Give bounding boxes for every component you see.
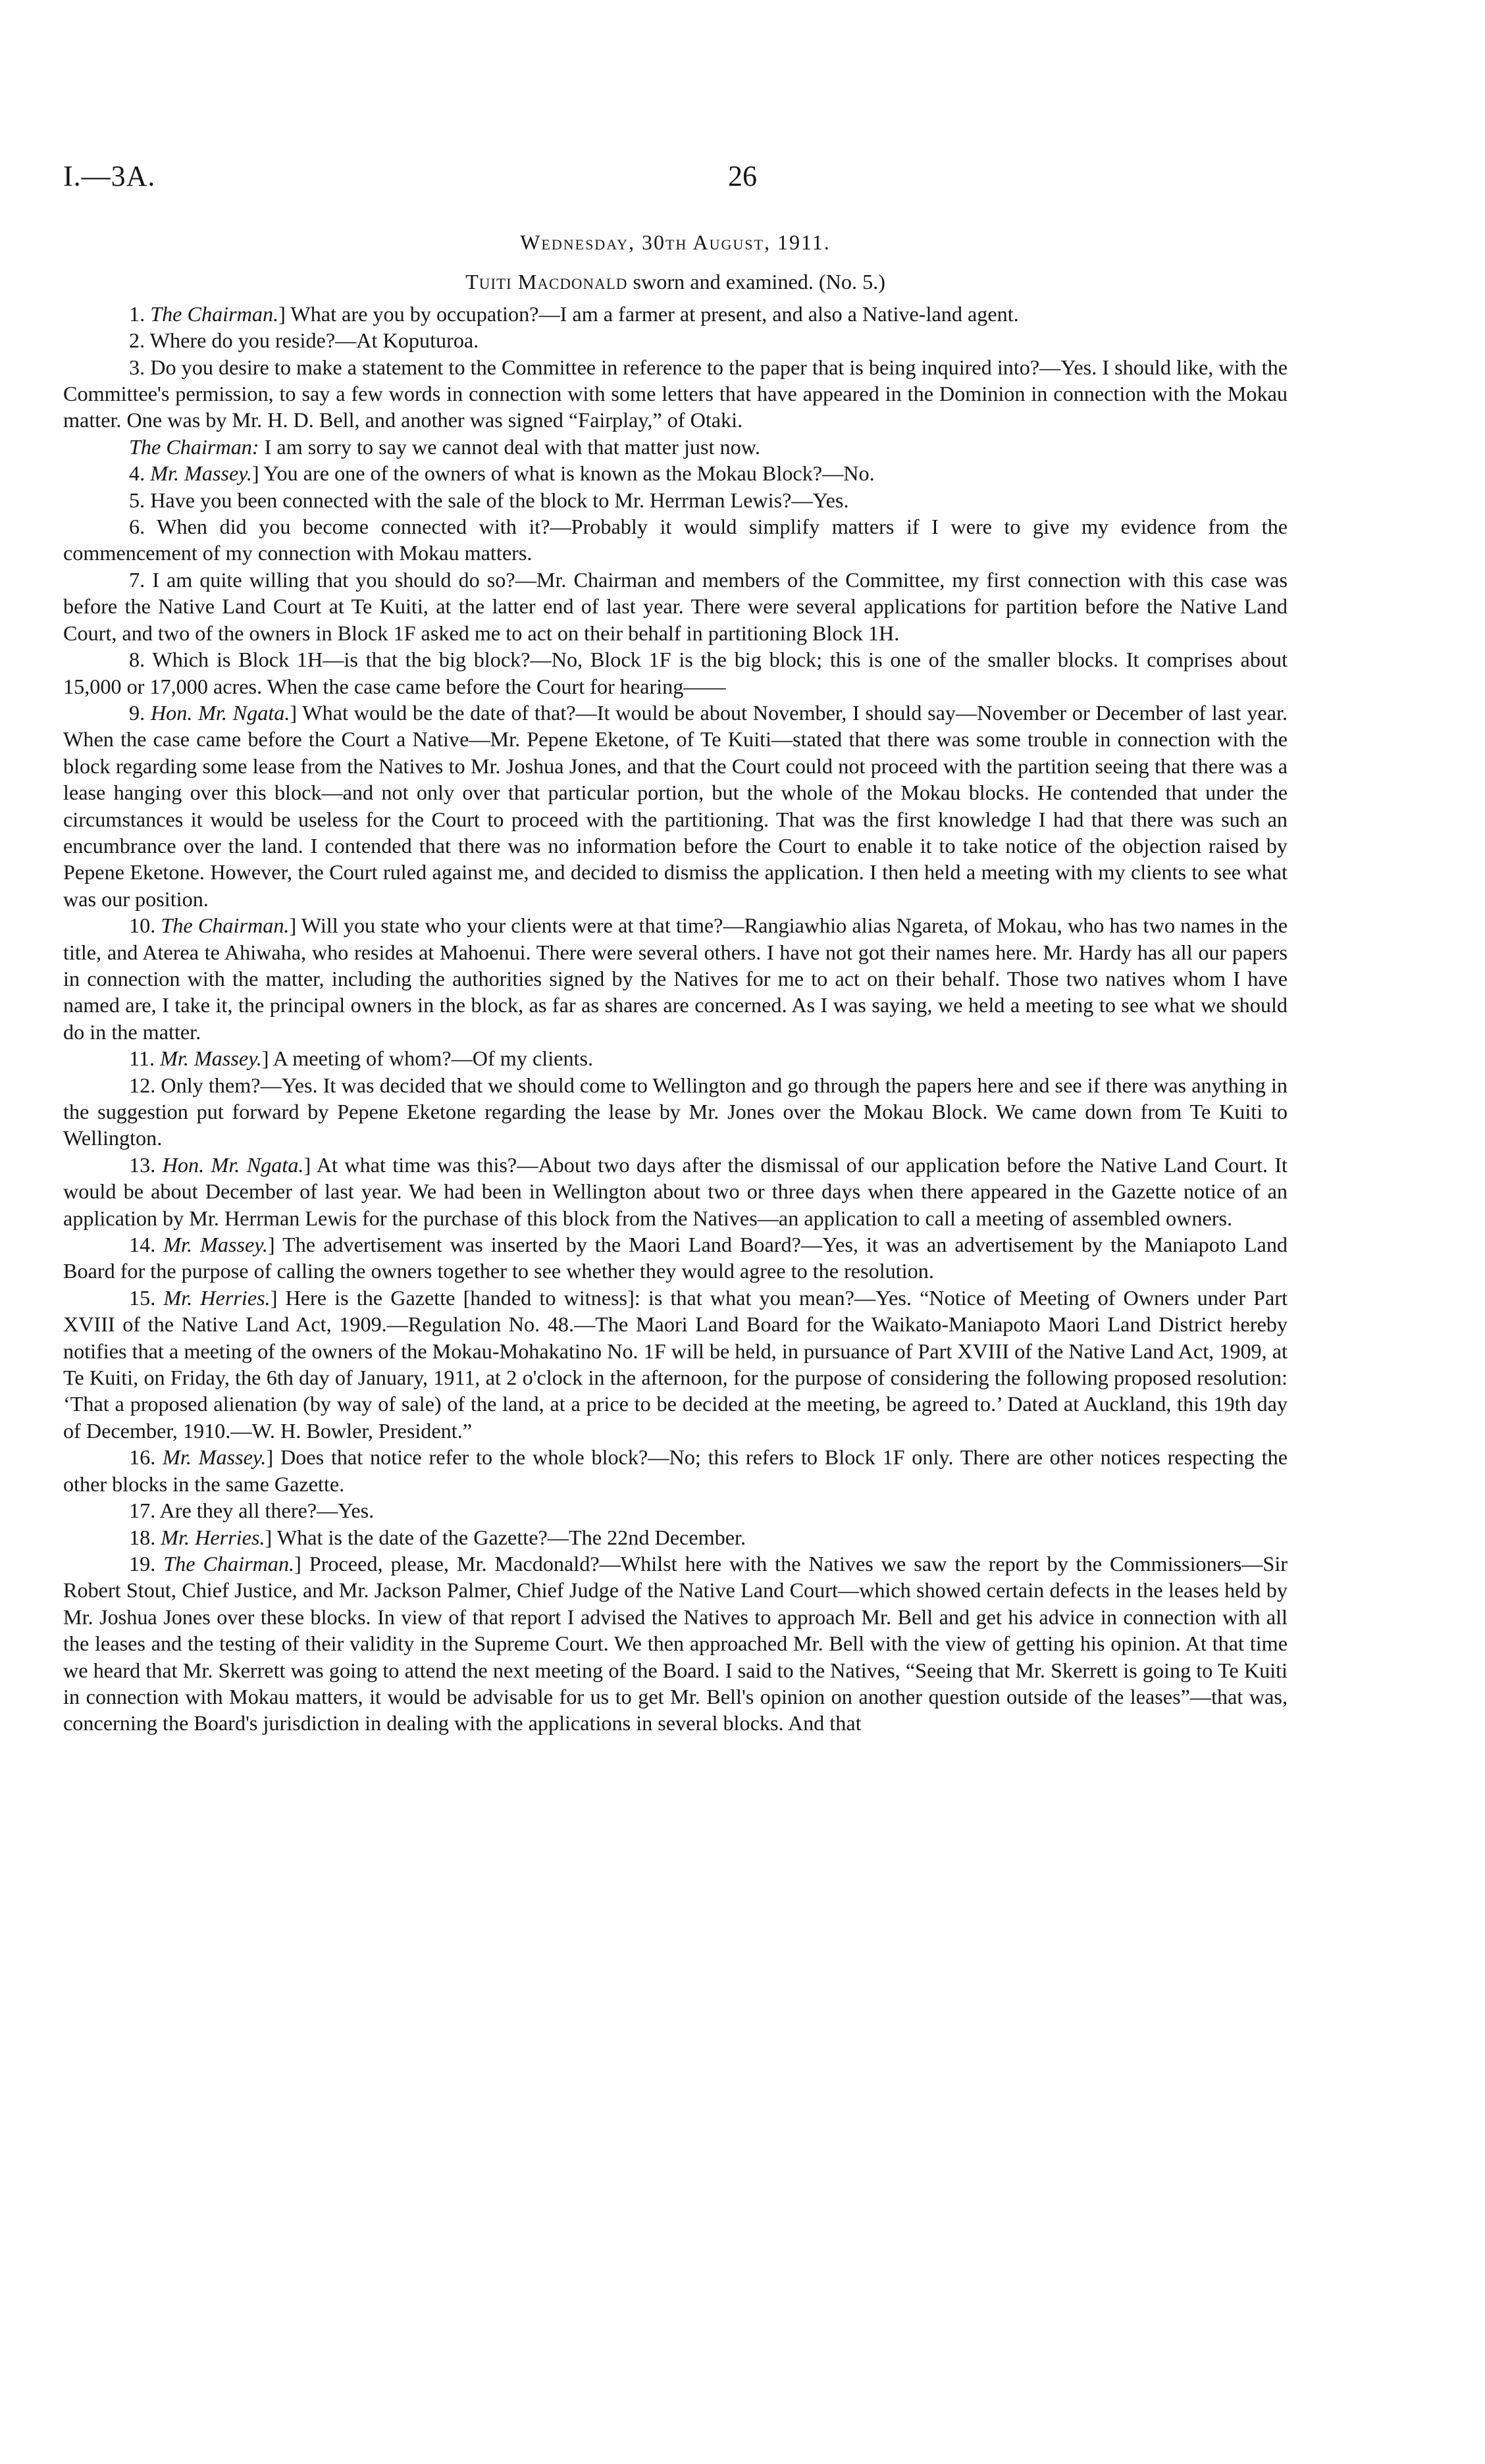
testimony-paragraph [63, 1152, 1288, 1231]
witness-heading [63, 269, 1288, 295]
page-number: 26 [728, 160, 757, 192]
testimony-paragraph [63, 434, 1288, 460]
paragraph-number: 14. [129, 1233, 164, 1257]
testimony-paragraph [63, 327, 1288, 353]
paragraph-text: When did you become connected with it?—Probably it would simplify matters if I were to give my evidence from the commencement of my connection with Mokau matters. [63, 515, 1288, 565]
speaker-name: Mr. Massey. [160, 1046, 262, 1071]
paragraph-number: 9. [129, 700, 151, 725]
testimony-paragraph [63, 912, 1288, 1045]
paragraph-text: ] The advertisement was inserted by the Maori Land Board?—Yes, it was an advertisement by the Maniapoto Land Board for the purpose of calling the owners together to see whether they would agree to the resolution. [63, 1233, 1288, 1283]
speaker-name: Mr. Massey. [163, 1445, 267, 1470]
witness-name: Tuiti Macdonald [465, 270, 628, 294]
paragraph-text: ] Here is the Gazette [handed to witness]: is that what you mean?—Yes. “Notice of Meeting of Owners under Part XVIII of the Native Land Act, 1909.—Regulation No. 48.—The Maori Land Board for the Waikato-Maniapoto Maori Land District hereby notifies that a meeting of the owners of the Mokau-Mohakatino No. 1F will be held, in pursuance of Part XVIII of the Native Land Act, 1909, at Te Kuiti, on Friday, the 6th day of January, 1911, at 2 o'clock in the afternoon, for the purpose of considering the following proposed resolution: ‘That a proposed alienation (by way of sale) of the land, at a price to be decided at the meeting, be agreed to.’ Dated at Auckland, this 19th day of December, 1910.—W. H. Bowler, President.” [63, 1285, 1288, 1443]
document-body [63, 229, 1288, 1737]
paragraph-number: 15. [129, 1285, 164, 1310]
paragraph-number: 2. [129, 328, 150, 353]
document-reference: I.—3A. [63, 160, 156, 192]
paragraph-number: 8. [129, 648, 153, 672]
paragraph-text: Only them?—Yes. It was decided that we should come to Wellington and go through the papers here and see if there was anything in the suggestion put forward by Pepene Eketone regarding the lease by Mr. Jones over the Mokau Block. We came down from Te Kuiti to Wellington. [63, 1073, 1288, 1150]
paragraph-text: Where do you reside?—At Koputuroa. [149, 328, 479, 353]
testimony-paragraphs [63, 301, 1288, 1737]
testimony-paragraph [63, 1045, 1288, 1071]
date-heading: Wednesday, 30th August, 1911. [520, 230, 831, 254]
paragraph-text: Have you been connected with the sale of the block to Mr. Herrman Lewis?—Yes. [150, 488, 849, 512]
paragraph-text: ] At what time was this?—About two days after the dismissal of our application before the Native Land Court. It would be about December of last year. We had been in Wellington about two or three days when there appeared in the Gazette notice of an application by Mr. Herrman Lewis for the purchase of this block from the Natives—an application to call a meeting of assembled owners. [63, 1152, 1288, 1230]
speaker-name: Mr. Herries. [161, 1525, 265, 1549]
testimony-paragraph [63, 487, 1288, 513]
paragraph-number: 16. [129, 1445, 163, 1470]
testimony-paragraph [63, 646, 1288, 700]
paragraph-text: Do you desire to make a statement to the Committee in reference to the paper that is being inquired into?—Yes. I should like, with the Committee's permission, to say a few words in connection with some letters that have appeared in the Dominion in connection with the Mokau matter. One was by Mr. H. D. Bell, and another was signed “Fairplay,” of Otaki. [63, 355, 1288, 432]
testimony-paragraph [63, 700, 1288, 912]
testimony-paragraph [63, 1444, 1288, 1497]
testimony-paragraph [63, 1231, 1288, 1285]
paragraph-number: 12. [129, 1073, 161, 1097]
speaker-name: The Chairman: [129, 434, 259, 459]
paragraph-number: 1. [129, 301, 151, 326]
paragraph-number: 5. [129, 488, 151, 512]
paragraph-number: 17. [129, 1499, 160, 1523]
paragraph-number: 7. [129, 567, 153, 592]
testimony-paragraph [63, 460, 1288, 486]
speaker-name: The Chairman. [163, 1551, 295, 1576]
paragraph-number: 18. [129, 1525, 161, 1549]
speaker-name: Hon. Mr. Ngata. [162, 1152, 304, 1177]
paragraph-number: 19. [129, 1551, 164, 1576]
speaker-name: The Chairman. [161, 913, 290, 938]
testimony-paragraph [63, 354, 1288, 434]
testimony-paragraph [63, 1285, 1288, 1444]
paragraph-text: ] Does that notice refer to the whole block?—No; this refers to Block 1F only. There are other notices respecting the other blocks in the same Gazette. [63, 1445, 1288, 1496]
paragraph-text: ] Will you state who your clients were at that time?—Rangiawhio alias Ngareta, of Mokau, who has two names in the title, and Aterea te Ahiwaha, who resides at Mahoenui. There were several others. I have not got their names here. Mr. Hardy has all our papers in connection with the matter, including the authorities signed by the Natives for me to act on their behalf. Those two natives whom I have named are, I take it, the principal owners in the block, as far as shares are concerned. As I was saying, we held a meeting to see what we should do in the matter. [63, 913, 1288, 1044]
testimony-paragraph [63, 513, 1288, 567]
paragraph-number: 10. [129, 913, 161, 938]
witness-sworn-text: sworn and examined. (No. 5.) [627, 270, 885, 294]
testimony-paragraph [63, 1551, 1288, 1737]
paragraph-number: 13. [129, 1152, 163, 1177]
testimony-paragraph [63, 1497, 1288, 1524]
page-header [63, 159, 1422, 205]
paragraph-number: 3. [129, 355, 151, 379]
paragraph-text: I am sorry to say we cannot deal with that matter just now. [259, 434, 760, 459]
speaker-name: The Chairman. [150, 301, 279, 326]
paragraph-text: ] What would be the date of that?—It would be about November, I should say—November or December of last year. When the case came before the Court a Native—Mr. Pepene Eketone, of Te Kuiti—stated that there was some trouble in connection with the block regarding some lease from the Natives to Mr. Joshua Jones, and that the Court could not proceed with the partition seeing that there was a lease hanging over this block—and not only over that particular portion, but the whole of the Mokau blocks. He contended that under the circumstances it would be useless for the Court to proceed with the partitioning. That was the first knowledge I had that there was such an encumbrance over the land. I contended that there was no information before the Court to enable it to take notice of the objection raised by Pepene Eketone. However, the Court ruled against me, and decided to dismiss the application. I then held a meeting with my clients to see what was our position. [63, 700, 1288, 911]
testimony-paragraph [63, 567, 1288, 646]
paragraph-text: ] Proceed, please, Mr. Macdonald?—Whilst here with the Natives we saw the report by the Commissioners—Sir Robert Stout, Chief Justice, and Mr. Jackson Palmer, Chief Judge of the Native Land Court—which showed certain defects in the leases held by Mr. Joshua Jones over these blocks. In view of that report I advised the Natives to approach Mr. Bell and get his advice in connection with all the leases and the testing of their validity in the Supreme Court. We then approached Mr. Bell with the view of getting his opinion. At that time we heard that Mr. Skerrett was going to attend the next meeting of the Board. I said to the Natives, “Seeing that Mr. Skerrett is going to Te Kuiti in connection with Mokau matters, it would be advisable for us to get Mr. Bell's opinion on another question outside of the leases”—that was, concerning the Board's jurisdiction in dealing with the applications in several blocks. And that [63, 1551, 1288, 1735]
paragraph-text: Which is Block 1H—is that the big block?—No, Block 1F is the big block; this is one of the smaller blocks. It comprises about 15,000 or 17,000 acres. When the case came before the Court for hearing—— [63, 648, 1288, 698]
paragraph-text: ] What are you by occupation?—I am a farmer at present, and also a Native-land agent. [278, 301, 1019, 326]
paragraph-text: I am quite willing that you should do so?—Mr. Chairman and members of the Committee, my first connection with this case was before the Native Land Court at Te Kuiti, at the latter end of last year. There were several applications for partition before the Native Land Court, and two of the owners in Block 1F asked me to act on their behalf in partitioning Block 1H. [63, 567, 1288, 645]
paragraph-number: 4. [129, 461, 151, 486]
testimony-paragraph [63, 1524, 1288, 1551]
speaker-name: Mr. Massey. [163, 1233, 268, 1257]
testimony-paragraph [63, 301, 1288, 327]
paragraph-number: 6. [129, 515, 157, 539]
speaker-name: Hon. Mr. Ngata. [150, 700, 290, 725]
speaker-name: Mr. Massey. [150, 461, 252, 486]
paragraph-text: ] What is the date of the Gazette?—The 22nd December. [265, 1525, 746, 1549]
speaker-name: Mr. Herries. [163, 1285, 271, 1310]
paragraph-number: 11. [129, 1046, 161, 1071]
paragraph-text: Are they all there?—Yes. [159, 1499, 375, 1523]
paragraph-text: ] A meeting of whom?—Of my clients. [261, 1046, 594, 1071]
paragraph-text: ] You are one of the owners of what is known as the Mokau Block?—No. [251, 461, 875, 486]
testimony-paragraph [63, 1072, 1288, 1152]
